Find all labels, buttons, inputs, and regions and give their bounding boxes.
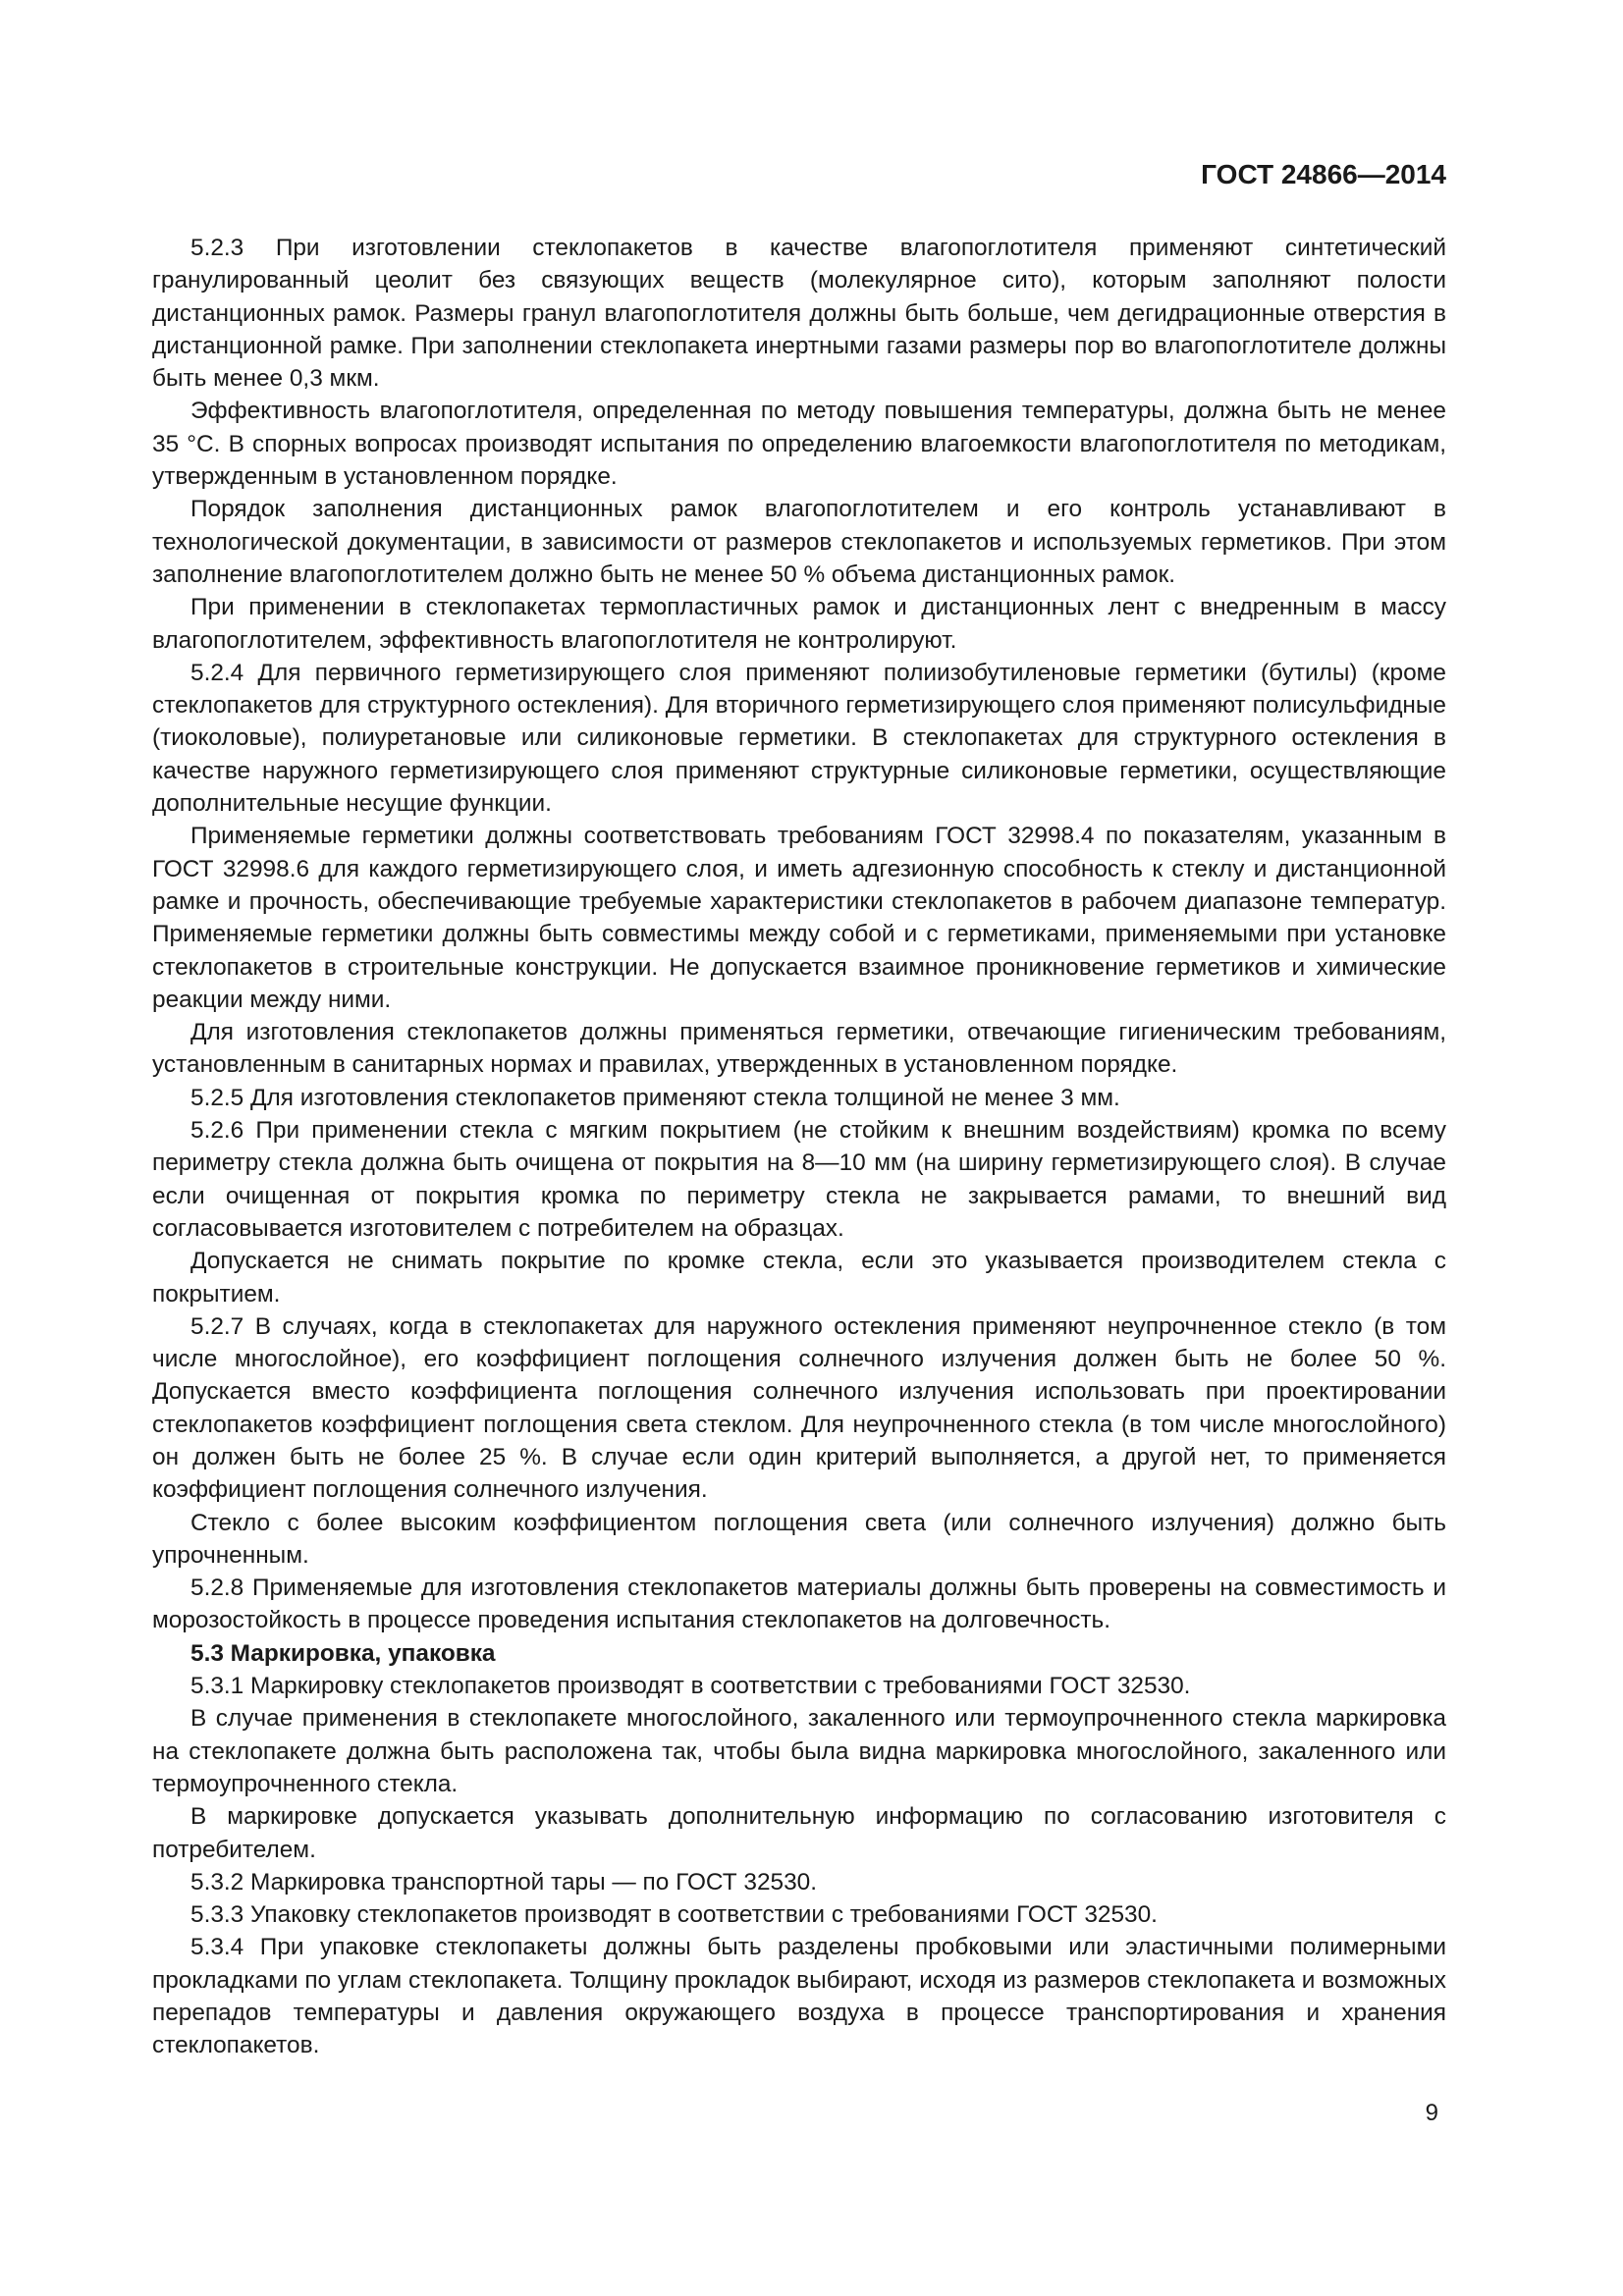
paragraph: 5.3.1 Маркировку стеклопакетов производят в соответствии с требованиями ГОСТ 32530. — [190, 1673, 1191, 1700]
paragraph: Стекло с более высоким коэффициентом поглощения света (или солнечного излучения) должно быть упрочненным. — [152, 1509, 1446, 1569]
paragraph: 5.2.5 Для изготовления стеклопакетов применяют стекла толщиной не менее 3 мм. — [190, 1084, 1120, 1111]
paragraph: Порядок заполнения дистанционных рамок влагопоглотителем и его контроль устанавливают в технологической документации, в зависимости от размеров стеклопакетов и используемых герметиков. При этом заполнение влагопоглотителем должно быть не менее 50 % объема дистанционных рамок. — [152, 496, 1446, 588]
paragraph: 5.3.2 Маркировка транспортной тары — по ГОСТ 32530. — [190, 1868, 817, 1896]
paragraph: Допускается не снимать покрытие по кромке стекла, если это указывается производителем стекла с покрытием. — [152, 1248, 1446, 1308]
page-body — [152, 232, 1446, 2062]
paragraph: Применяемые герметики должны соответствовать требованиям ГОСТ 32998.4 по показателям, указанным в ГОСТ 32998.6 для каждого герметизирующего слоя, и иметь адгезионную способность к стеклу и дистанционной рамке и прочность, обеспечивающие требуемые характеристики стеклопакетов в рабочем диапазоне температур. Применяемые герметики должны быть совместимы между собой и с герметиками, применяемыми при установке стеклопакетов в строительные конструкции. Не допускается взаимное проникновение герметиков и химические реакции между ними. — [152, 823, 1446, 1013]
paragraph: 5.2.7 В случаях, когда в стеклопакетах для наружного остекления применяют неупрочненное стекло (в том числе многослойное), его коэффициент поглощения солнечного излучения должен быть не более 50 %. Допускается вместо коэффициента поглощения солнечного излучения использовать при проектировании стеклопакетов коэффициент поглощения света стеклом. Для неупрочненного стекла (в том числе многослойного) он должен быть не более 25 %. В случае если один критерий выполняется, а другой нет, то применяется коэффициент поглощения солнечного излучения. — [152, 1312, 1446, 1504]
paragraph: Для изготовления стеклопакетов должны применяться герметики, отвечающие гигиеническим требованиям, установленным в санитарных нормах и правилах, утвержденных в установленном порядке. — [152, 1019, 1446, 1079]
paragraph: 5.2.6 При применении стекла с мягким покрытием (не стойким к внешним воздействиям) кромка по всему периметру стекла должна быть очищена от покрытия на 8—10 мм (на ширину герметизирующего слоя). В случае если очищенная от покрытия кромка по периметру стекла не закрывается рамами, то внешний вид согласовывается изготовителем с потребителем на образцах. — [152, 1117, 1446, 1242]
paragraph: 5.2.8 Применяемые для изготовления стеклопакетов материалы должны быть проверены на совместимость и морозостойкость в процессе проведения испытания стеклопакетов на долговечность. — [152, 1575, 1446, 1634]
paragraph: 5.3.4 При упаковке стеклопакеты должны быть разделены пробковыми или эластичными полимерными прокладками по углам стеклопакета. Толщину прокладок выбирают, исходя из размеров стеклопакета и возможных перепадов температуры и давления окружающего воздуха в процессе транспортирования и хранения стеклопакетов. — [152, 1934, 1446, 2059]
paragraph: 5.3.3 Упаковку стеклопакетов производят в соответствии с требованиями ГОСТ 32530. — [190, 1901, 1158, 1929]
paragraph: 5.2.3 При изготовлении стеклопакетов в качестве влагопоглотителя применяют синтетический гранулированный цеолит без связующих веществ (молекулярное сито), которым заполняют полости дистанционных рамок. Размеры гранул влагопоглотителя должны быть больше, чем дегидрационные отверстия в дистанционной рамке. При заполнении стеклопакета инертными газами размеры пор во влагопоглотителе должны быть менее 0,3 мкм. — [152, 235, 1446, 393]
page-number: 9 — [1425, 2100, 1438, 2126]
section-heading: 5.3 Маркировка, упаковка — [190, 1639, 496, 1667]
paragraph: В случае применения в стеклопакете многослойного, закаленного или термоупрочненного стекла маркировка на стеклопакете должна быть расположена так, чтобы была видна маркировка многослойного, закаленного или термоупрочненного стекла. — [152, 1705, 1446, 1797]
paragraph: 5.2.4 Для первичного герметизирующего слоя применяют полиизобутиленовые герметики (бутилы) (кроме стеклопакетов для структурного остекления). Для вторичного герметизирующего слоя применяют полисульфидные (тиоколовые), полиуретановые или силиконовые герметики. В стеклопакетах для структурного остекления в качестве наружного герметизирующего слоя применяют структурные силиконовые герметики, осуществляющие дополнительные несущие функции. — [152, 659, 1446, 818]
paragraph: Эффективность влагопоглотителя, определенная по методу повышения температуры, должна быть не менее 35 °С. В спорных вопросах производят испытания по определению влагоемкости влагопоглотителя по методикам, утвержденным в установленном порядке. — [152, 398, 1446, 491]
document-code-header: ГОСТ 24866—2014 — [1201, 159, 1446, 189]
paragraph: В маркировке допускается указывать дополнительную информацию по согласованию изготовителя с потребителем. — [152, 1803, 1446, 1863]
paragraph: При применении в стеклопакетах термопластичных рамок и дистанционных лент с внедренным в массу влагопоглотителем, эффективность влагопоглотителя не контролируют. — [152, 594, 1446, 654]
